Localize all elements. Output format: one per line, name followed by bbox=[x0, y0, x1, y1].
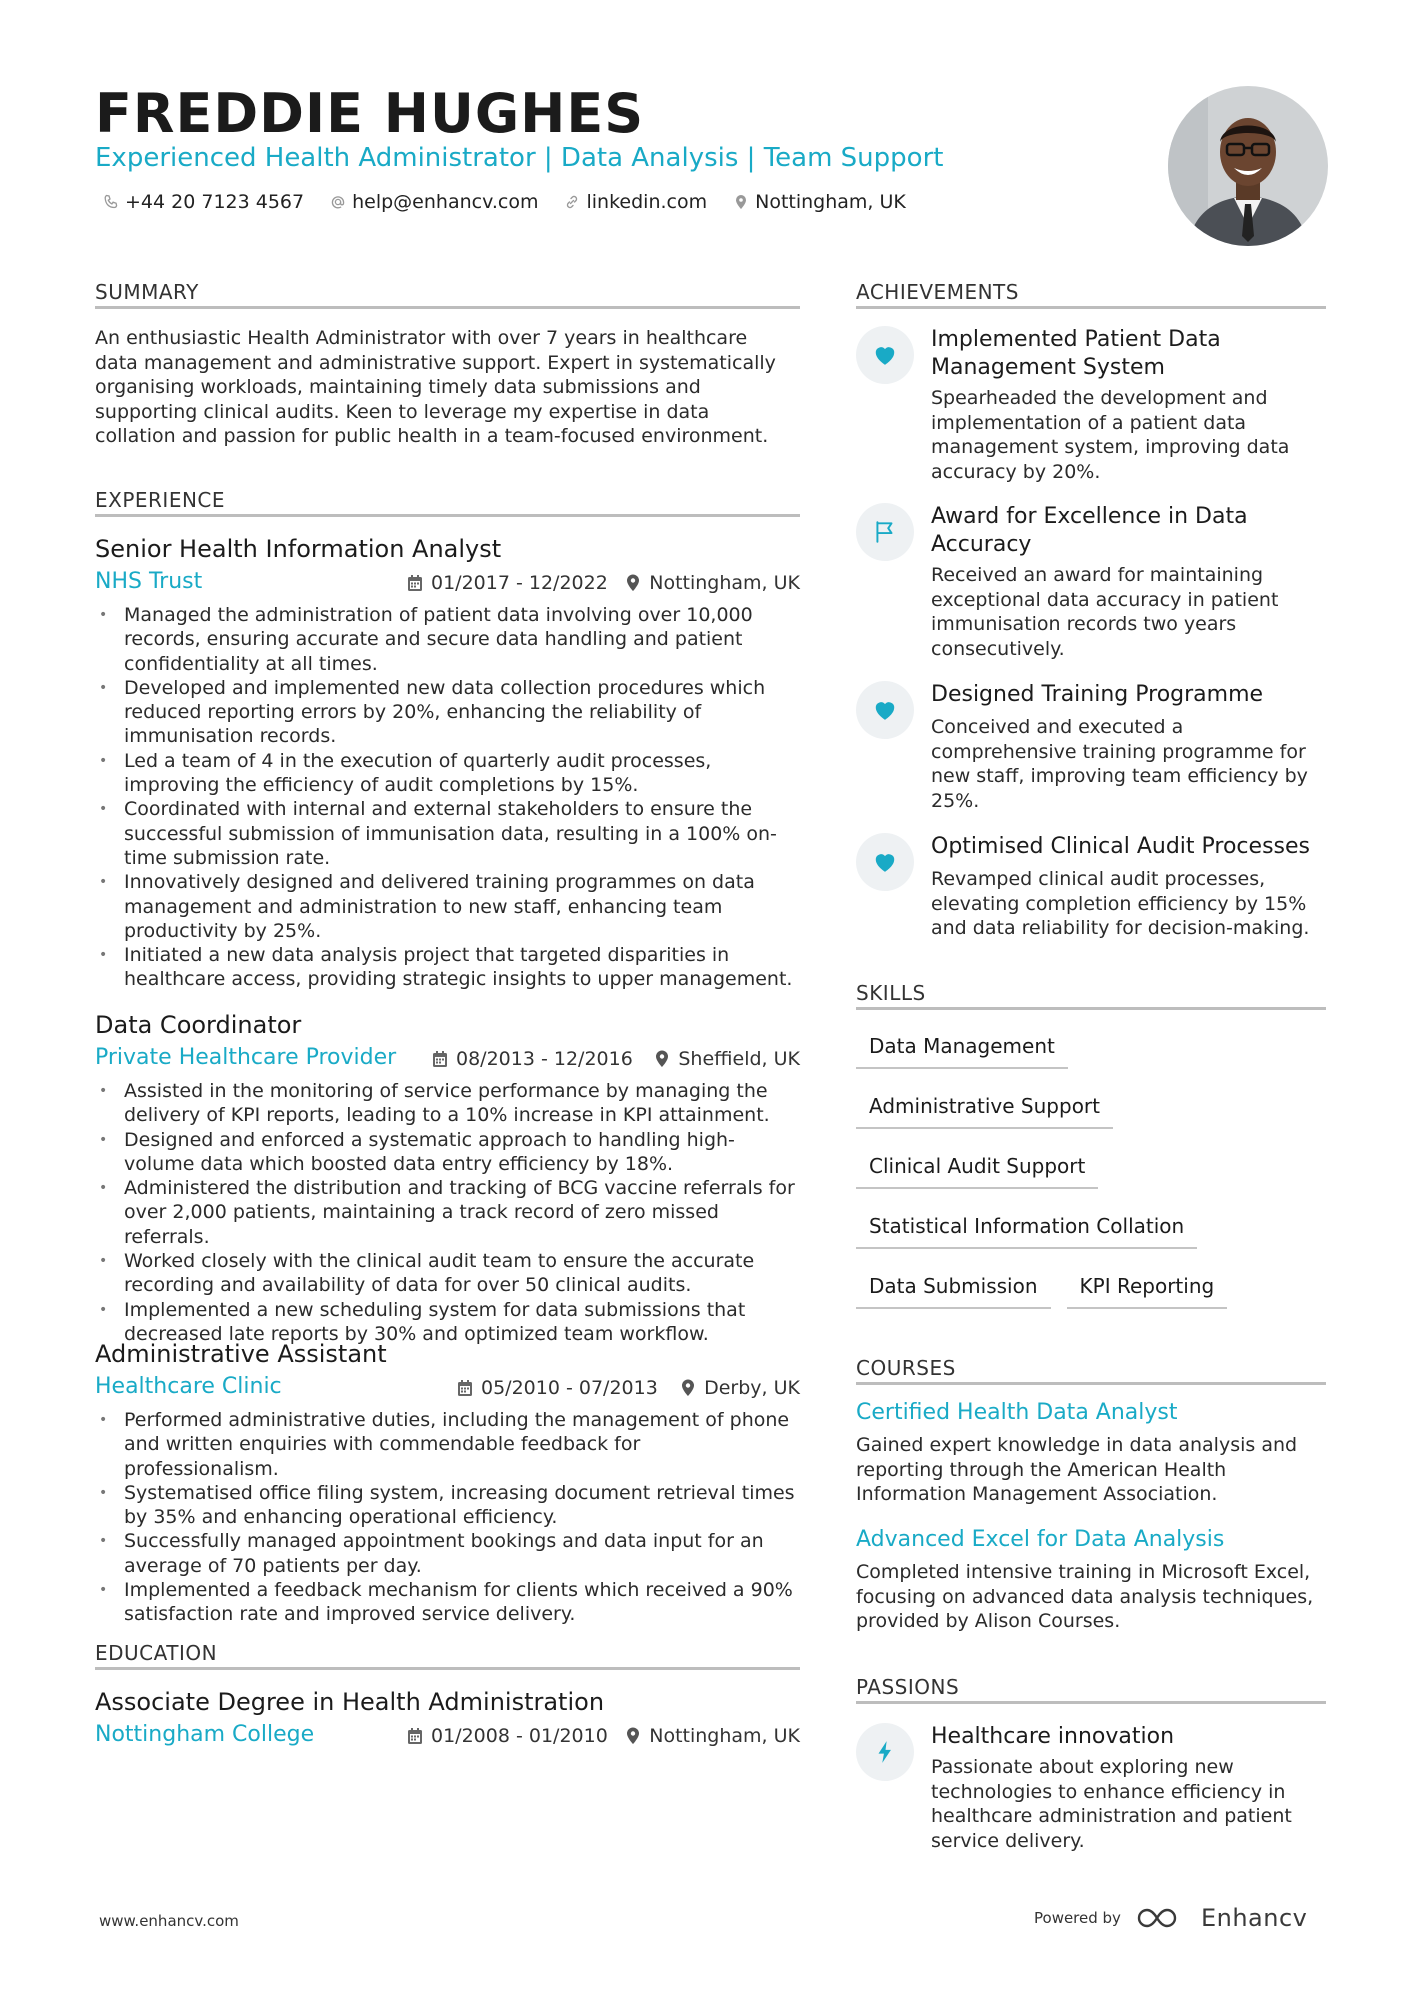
course-title: Certified Health Data Analyst bbox=[856, 1400, 1178, 1425]
footer-website-link[interactable]: www.enhancv.com bbox=[99, 1912, 239, 1930]
job-bullet: • Led a team of 4 in the execution of quarterly audit processes, improving the efficiency of audit completions by 15%. bbox=[95, 749, 800, 798]
job-bullet: • Innovatively designed and delivered training programmes on data management and administration to new staff, enhancing team productivity by 25%. bbox=[95, 870, 800, 943]
section-skills-heading: SKILLS bbox=[856, 981, 926, 1005]
section-divider bbox=[95, 514, 800, 517]
section-achievements-heading: ACHIEVEMENTS bbox=[856, 280, 1019, 304]
contact-location bbox=[733, 191, 906, 213]
education-meta bbox=[95, 1722, 800, 1756]
bolt-icon bbox=[856, 1723, 914, 1781]
achievement-title: Designed Training Programme bbox=[931, 682, 1264, 707]
heart-icon bbox=[856, 833, 914, 891]
location-pin-icon bbox=[625, 1727, 641, 1745]
brand-name: Enhancv bbox=[1200, 1904, 1308, 1932]
course-item bbox=[856, 1527, 1326, 1634]
contact-linkedin[interactable] bbox=[564, 191, 707, 213]
achievement-title: Implemented Patient Data Management System bbox=[931, 327, 1221, 380]
calendar-icon bbox=[457, 1379, 473, 1397]
section-divider bbox=[856, 1382, 1326, 1385]
contact-bar bbox=[103, 191, 906, 213]
course-desc: Gained expert knowledge in data analysis and reporting through the American Health Information Management Association. bbox=[856, 1434, 1298, 1505]
degree-title: Associate Degree in Health Administration bbox=[95, 1688, 605, 1716]
section-divider bbox=[856, 1007, 1326, 1010]
achievement-desc: Spearheaded the development and implementation of a patient data management system, improving data accuracy by 20%. bbox=[931, 387, 1290, 483]
footer-branding bbox=[1034, 1904, 1307, 1932]
job-bullet: • Performed administrative duties, including the management of phone and written enquiries with commendable feedback for professionalism. bbox=[95, 1408, 800, 1481]
job-bullet: • Initiated a new data analysis project that targeted disparities in healthcare access, providing strategic insights to upper management. bbox=[95, 943, 800, 992]
section-courses-heading: COURSES bbox=[856, 1356, 956, 1380]
skill-tag: KPI Reporting bbox=[1067, 1270, 1228, 1309]
job-bullet: • Systematised office filing system, increasing document retrieval times by 35% and enhancing operational efficiency. bbox=[95, 1481, 800, 1530]
education-dates bbox=[407, 1725, 608, 1747]
experience-entry bbox=[95, 1011, 800, 1346]
passion-title: Healthcare innovation bbox=[931, 1724, 1175, 1749]
enhancv-logo-icon bbox=[1137, 1905, 1185, 1931]
achievement-title: Award for Excellence in Data Accuracy bbox=[931, 504, 1248, 557]
education-location bbox=[625, 1725, 800, 1747]
calendar-icon bbox=[407, 1727, 423, 1745]
job-location-text: Nottingham, UK bbox=[649, 572, 800, 594]
section-divider bbox=[856, 1701, 1326, 1704]
location-pin-icon bbox=[625, 574, 641, 592]
course-item bbox=[856, 1400, 1326, 1507]
phone-icon bbox=[103, 194, 119, 210]
job-dates-text: 08/2013 - 12/2016 bbox=[456, 1048, 633, 1070]
location-pin-icon bbox=[733, 194, 749, 210]
job-bullet: • Assisted in the monitoring of service performance by managing the delivery of KPI reports, leading to a 10% increase in KPI attainment. bbox=[95, 1079, 800, 1128]
job-bullet: • Managed the administration of patient data involving over 10,000 records, ensuring accurate and secure data handling and patient confidentiality at all times. bbox=[95, 603, 800, 676]
job-title: Administrative Assistant bbox=[95, 1340, 387, 1368]
candidate-tagline: Experienced Health Administrator | Data Analysis | Team Support bbox=[95, 143, 944, 173]
passion-desc: Passionate about exploring new technologies to enhance efficiency in healthcare administration and patient service delivery. bbox=[931, 1756, 1292, 1852]
section-summary-heading: SUMMARY bbox=[95, 280, 199, 304]
skill-tag: Data Management bbox=[856, 1030, 1068, 1069]
job-dates bbox=[432, 1048, 633, 1070]
section-experience-heading: EXPERIENCE bbox=[95, 488, 226, 512]
job-location-text: Derby, UK bbox=[704, 1377, 800, 1399]
company-name: Healthcare Clinic bbox=[95, 1374, 282, 1399]
skill-tag: Statistical Information Collation bbox=[856, 1210, 1197, 1249]
job-bullets bbox=[95, 1079, 800, 1346]
calendar-icon bbox=[407, 574, 423, 592]
location-pin-icon bbox=[654, 1050, 670, 1068]
job-meta bbox=[95, 569, 800, 603]
job-meta bbox=[95, 1045, 800, 1079]
achievement-desc: Received an award for maintaining exceptional data accuracy in patient immunisation records two years consecutively. bbox=[931, 564, 1279, 660]
contact-location-text: Nottingham, UK bbox=[755, 191, 906, 213]
education-location-text: Nottingham, UK bbox=[649, 1725, 800, 1747]
link-icon bbox=[564, 194, 580, 210]
job-bullets bbox=[95, 1408, 800, 1627]
school-name: Nottingham College bbox=[95, 1722, 315, 1747]
summary-text: An enthusiastic Health Administrator with over 7 years in healthcare data management and administrative support. Expert in systematically organising workloads, maintaining timely data submissions and supporting clinical audits. Keen to leverage my expertise in data collation and passion for public health in a team-focused environment. bbox=[95, 327, 776, 447]
heart-icon bbox=[856, 681, 914, 739]
job-bullet: • Worked closely with the clinical audit team to ensure the accurate recording and availability of data for over 50 clinical audits. bbox=[95, 1249, 800, 1298]
calendar-icon bbox=[432, 1050, 448, 1068]
job-dates bbox=[457, 1377, 658, 1399]
section-divider bbox=[95, 306, 800, 309]
contact-email-text: help@enhancv.com bbox=[352, 191, 539, 213]
skills-list bbox=[856, 1030, 1326, 1330]
job-dates bbox=[407, 572, 608, 594]
job-location bbox=[625, 572, 800, 594]
job-bullet: • Implemented a new scheduling system for data submissions that decreased late reports by 30% and optimized team workflow. bbox=[95, 1298, 800, 1347]
achievement-desc: Revamped clinical audit processes, elevating completion efficiency by 15% and data reliability for decision-making. bbox=[931, 868, 1310, 939]
job-bullet: • Administered the distribution and tracking of BCG vaccine referrals for over 2,000 patients, maintaining a track record of zero missed referrals. bbox=[95, 1176, 800, 1249]
heart-icon bbox=[856, 326, 914, 384]
course-title: Advanced Excel for Data Analysis bbox=[856, 1527, 1225, 1552]
job-bullets bbox=[95, 603, 800, 992]
job-bullet: • Successfully managed appointment bookings and data input for an average of 70 patients per day. bbox=[95, 1529, 800, 1578]
section-education-heading: EDUCATION bbox=[95, 1641, 218, 1665]
job-location bbox=[680, 1377, 800, 1399]
section-divider bbox=[856, 306, 1326, 309]
section-divider bbox=[95, 1667, 800, 1670]
achievement-title: Optimised Clinical Audit Processes bbox=[931, 834, 1310, 859]
company-name: NHS Trust bbox=[95, 569, 203, 594]
section-passions-heading: PASSIONS bbox=[856, 1675, 960, 1699]
experience-entry bbox=[95, 1340, 800, 1627]
contact-email[interactable] bbox=[330, 191, 538, 213]
powered-by-label: Powered by bbox=[1034, 1909, 1121, 1927]
job-title: Senior Health Information Analyst bbox=[95, 535, 502, 563]
contact-linkedin-text: linkedin.com bbox=[586, 191, 708, 213]
job-bullet: • Designed and enforced a systematic approach to handling high-volume data which boosted data entry efficiency by 18%. bbox=[95, 1128, 800, 1177]
course-desc: Completed intensive training in Microsoft Excel, focusing on advanced data analysis techniques, provided by Alison Courses. bbox=[856, 1561, 1314, 1632]
job-bullet: • Implemented a feedback mechanism for clients which received a 90% satisfaction rate and improved service delivery. bbox=[95, 1578, 800, 1627]
contact-phone-text: +44 20 7123 4567 bbox=[125, 191, 305, 213]
skill-tag: Data Submission bbox=[856, 1270, 1051, 1309]
education-dates-text: 01/2008 - 01/2010 bbox=[431, 1725, 608, 1747]
job-location-text: Sheffield, UK bbox=[678, 1048, 800, 1070]
job-location bbox=[654, 1048, 800, 1070]
job-meta bbox=[95, 1374, 800, 1408]
job-bullet: • Developed and implemented new data collection procedures which reduced reporting errors by 20%, enhancing the reliability of immunisation records. bbox=[95, 676, 800, 749]
achievement-desc: Conceived and executed a comprehensive training programme for new staff, improving team efficiency by 25%. bbox=[931, 716, 1308, 812]
contact-phone[interactable] bbox=[103, 191, 304, 213]
flag-icon bbox=[856, 503, 914, 561]
job-dates-text: 05/2010 - 07/2013 bbox=[481, 1377, 658, 1399]
skill-tag: Administrative Support bbox=[856, 1090, 1113, 1129]
company-name: Private Healthcare Provider bbox=[95, 1045, 397, 1070]
job-title: Data Coordinator bbox=[95, 1011, 302, 1039]
profile-photo bbox=[1168, 86, 1328, 246]
job-dates-text: 01/2017 - 12/2022 bbox=[431, 572, 608, 594]
job-bullet: • Coordinated with internal and external stakeholders to ensure the successful submission of immunisation data, resulting in a 100% on-time submission rate. bbox=[95, 797, 800, 870]
experience-entry bbox=[95, 535, 800, 992]
skill-tag: Clinical Audit Support bbox=[856, 1150, 1098, 1189]
education-entry bbox=[95, 1688, 800, 1756]
candidate-name: FREDDIE HUGHES bbox=[95, 82, 645, 145]
location-pin-icon bbox=[680, 1379, 696, 1397]
at-icon bbox=[330, 194, 346, 210]
